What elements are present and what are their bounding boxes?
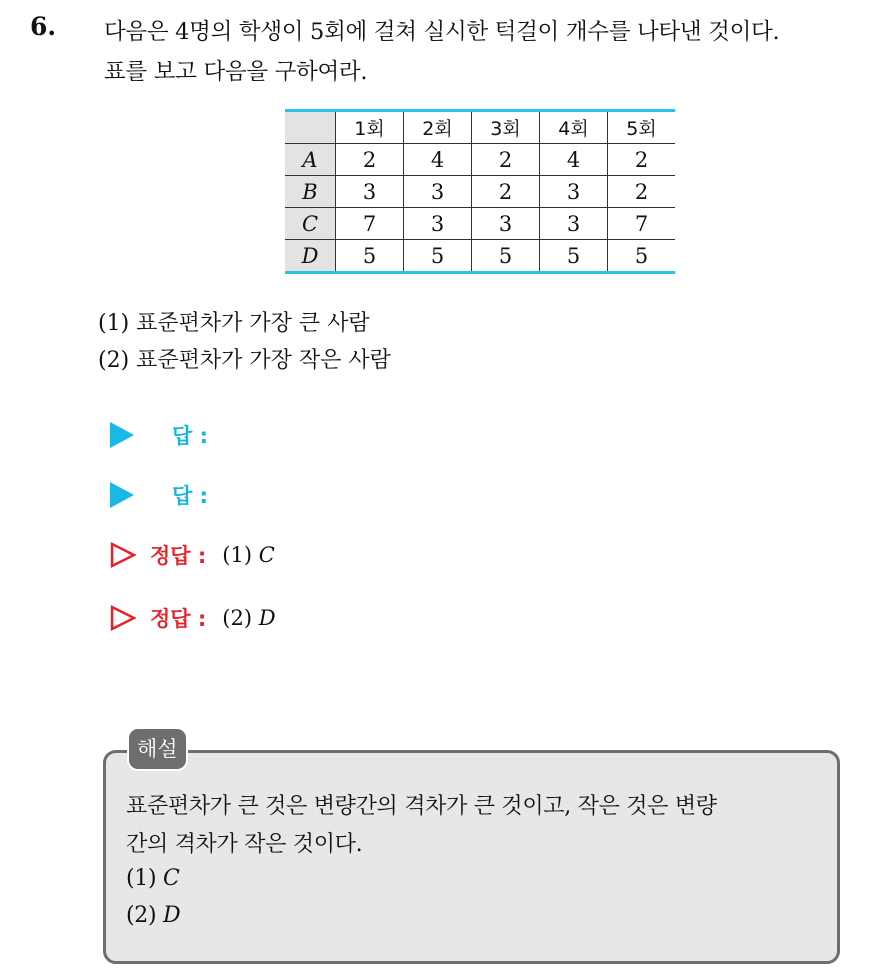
table-cell: 4: [404, 144, 472, 176]
correct-answer-value: [222, 543, 275, 567]
answer-number: (2): [222, 606, 253, 630]
question-line-2: 표를 보고 다음을 구하여라.: [104, 59, 368, 85]
explanation-line-1: 표준편차가 큰 것은 변량간의 격차가 큰 것이고, 작은 것은 변량: [126, 794, 717, 819]
table-cell: 5: [472, 240, 540, 273]
table-cell: 7: [608, 208, 676, 240]
answer-variable: C: [258, 543, 275, 567]
table-corner-cell: [285, 111, 336, 144]
table-row-header: A: [285, 144, 336, 176]
outline-triangle-icon: [110, 542, 136, 568]
answer-label: 답 :: [172, 484, 208, 508]
answer-slot-2[interactable]: [110, 480, 208, 510]
table-row: [285, 176, 675, 208]
table-row: [285, 144, 675, 176]
table-cell: 3: [540, 176, 608, 208]
table-cell: 5: [404, 240, 472, 273]
table-cell: 4: [540, 144, 608, 176]
table-cell: 2: [608, 176, 676, 208]
outline-triangle-icon: [110, 605, 136, 631]
answer-label: 답 :: [172, 424, 208, 448]
table-cell: 2: [608, 144, 676, 176]
table-cell: 5: [540, 240, 608, 273]
table-cell: 2: [472, 176, 540, 208]
table-cell: 5: [608, 240, 676, 273]
table-row-header: C: [285, 208, 336, 240]
correct-answer-label: 정답 :: [150, 544, 207, 568]
table-cell: 5: [336, 240, 404, 273]
table-cell: 3: [336, 176, 404, 208]
explanation-item-value: D: [162, 903, 181, 928]
table-cell: 3: [540, 208, 608, 240]
answer-slot-1[interactable]: [110, 420, 208, 450]
table-row: [285, 240, 675, 273]
table-column-header: 3회: [472, 111, 540, 144]
table-row: [285, 208, 675, 240]
correct-answer-label: 정답 :: [150, 607, 207, 631]
table-cell: 3: [472, 208, 540, 240]
question-line-1: 다음은 4명의 학생이 5회에 걸쳐 실시한 턱걸이 개수를 나타낸 것이다.: [104, 19, 780, 45]
correct-answer-value: [222, 606, 275, 630]
explanation-item-1: [126, 866, 180, 891]
answer-variable: D: [258, 606, 276, 630]
table-column-header: 4회: [540, 111, 608, 144]
table-cell: 2: [472, 144, 540, 176]
table-cell: 3: [404, 208, 472, 240]
subquestion-number: (1): [98, 311, 130, 336]
table-column-header: 1회: [336, 111, 404, 144]
explanation-tag: 해설: [129, 729, 186, 769]
play-triangle-icon: [110, 422, 134, 448]
table-column-header: 2회: [404, 111, 472, 144]
question-number: 6.: [30, 12, 57, 41]
table-row-header: B: [285, 176, 336, 208]
explanation-line-2: 간의 격차가 작은 것이다.: [126, 832, 363, 857]
data-table: [285, 109, 675, 274]
answer-number: (1): [222, 543, 253, 567]
subquestion-2: [98, 343, 391, 374]
correct-answer-2: [110, 603, 276, 633]
subquestion-text: 표준편차가 가장 작은 사람: [136, 348, 391, 373]
subquestion-text: 표준편차가 가장 큰 사람: [136, 311, 370, 336]
table-row-header: D: [285, 240, 336, 273]
table-cell: 3: [404, 176, 472, 208]
play-triangle-icon: [110, 482, 134, 508]
table-column-header: 5회: [608, 111, 676, 144]
table-header-row: [285, 111, 675, 144]
correct-answer-1: [110, 540, 275, 570]
explanation-item-number: (2): [126, 903, 157, 928]
subquestion-1: [98, 306, 370, 337]
table-cell: 7: [336, 208, 404, 240]
explanation-item-2: [126, 903, 180, 928]
table-cell: 2: [336, 144, 404, 176]
explanation-item-value: C: [162, 866, 180, 891]
subquestion-number: (2): [98, 348, 130, 373]
explanation-item-number: (1): [126, 866, 157, 891]
